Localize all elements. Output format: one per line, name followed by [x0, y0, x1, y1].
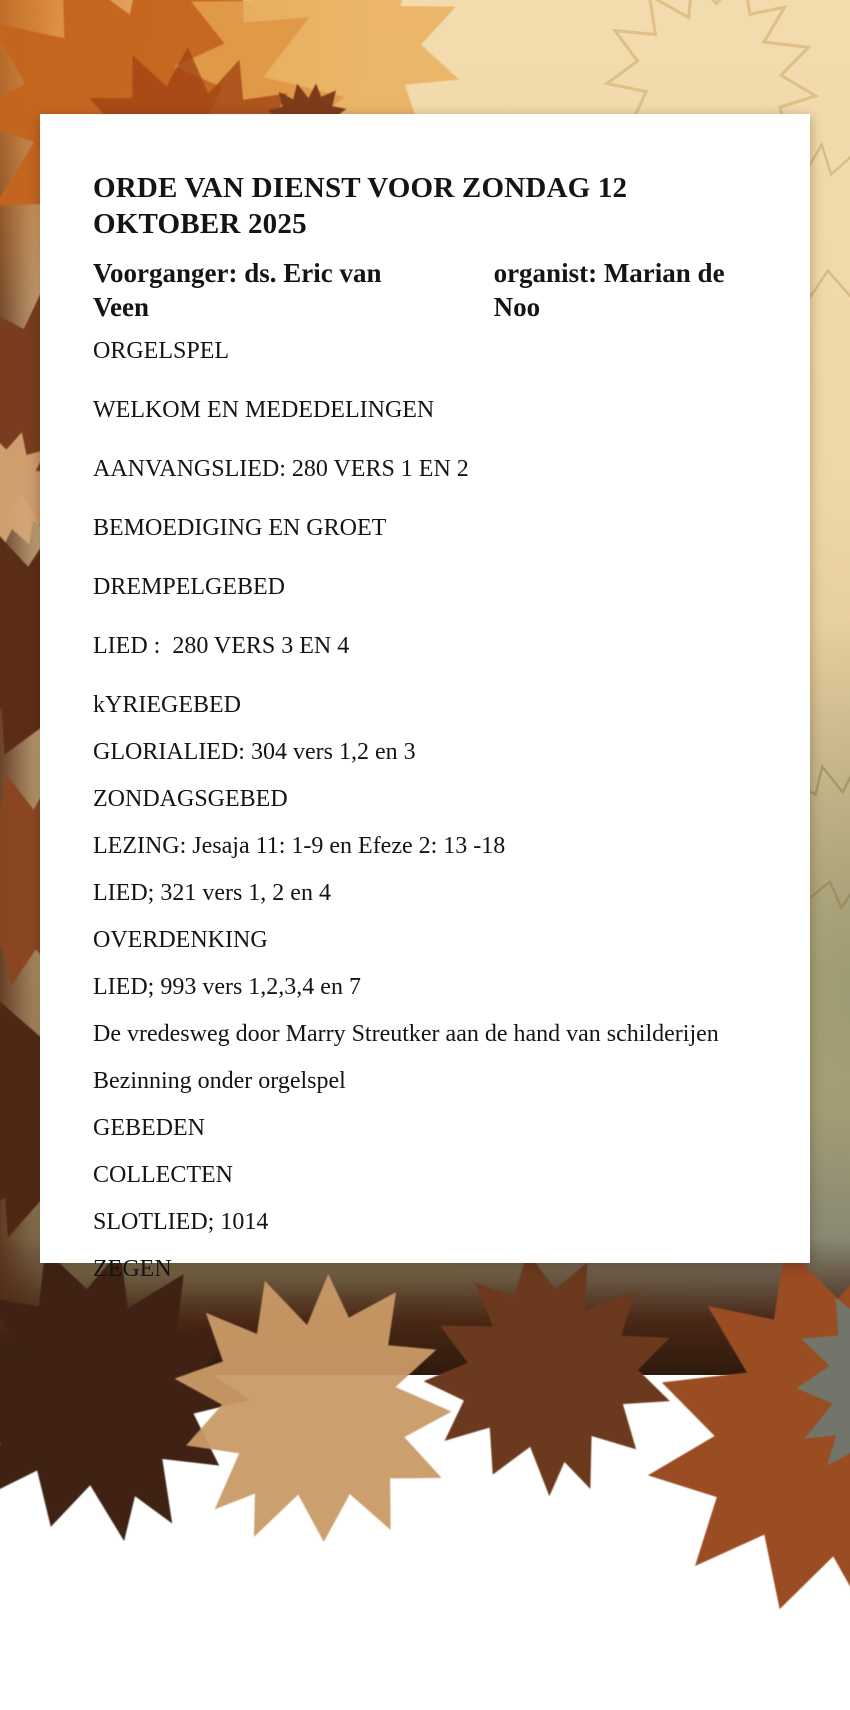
service-line-overdenking: OVERDENKING	[93, 927, 268, 953]
service-line-drempelgebed: DREMPELGEBED	[93, 574, 285, 600]
service-line-aanvangslied: AANVANGSLIED: 280 VERS 1 EN 2	[93, 456, 469, 482]
service-line-vredesweg: De vredesweg door Marry Streutker aan de hand van schilderijen	[93, 1021, 719, 1047]
service-line-lied-321: LIED; 321 vers 1, 2 en 4	[93, 880, 331, 906]
presider-row	[93, 256, 772, 324]
order-of-service-page	[40, 114, 810, 1282]
page-title: ORDE VAN DIENST VOOR ZONDAG 12 OKTOBER 2025	[93, 172, 635, 240]
organist-label: organist: Marian de Noo	[493, 258, 732, 322]
service-line-orgelspel: ORGELSPEL	[93, 338, 230, 364]
service-line-kyriegebed: kYRIEGEBED	[93, 692, 241, 718]
service-line-slotlied: SLOTLIED; 1014	[93, 1209, 269, 1235]
service-line-gebeden: GEBEDEN	[93, 1115, 205, 1141]
service-line-lied-993: LIED; 993 vers 1,2,3,4 en 7	[93, 974, 361, 1000]
service-line-bemoediging: BEMOEDIGING EN GROET	[93, 515, 387, 541]
service-line-collecten: COLLECTEN	[93, 1162, 233, 1188]
service-line-lezing: LEZING: Jesaja 11: 1-9 en Efeze 2: 13 -18	[93, 833, 506, 859]
service-line-welkom: WELKOM EN MEDEDELINGEN	[93, 397, 435, 423]
service-line-zondagsgebed: ZONDAGSGEBED	[93, 786, 288, 812]
service-line-lied-280: LIED : 280 VERS 3 EN 4	[93, 633, 350, 659]
service-line-bezinning: Bezinning onder orgelspel	[93, 1068, 346, 1094]
voorganger-label: Voorganger: ds. Eric van Veen	[93, 258, 388, 322]
service-line-zegen: ZEGEN	[93, 1256, 172, 1282]
service-line-glorialied: GLORIALIED: 304 vers 1,2 en 3	[93, 739, 416, 765]
